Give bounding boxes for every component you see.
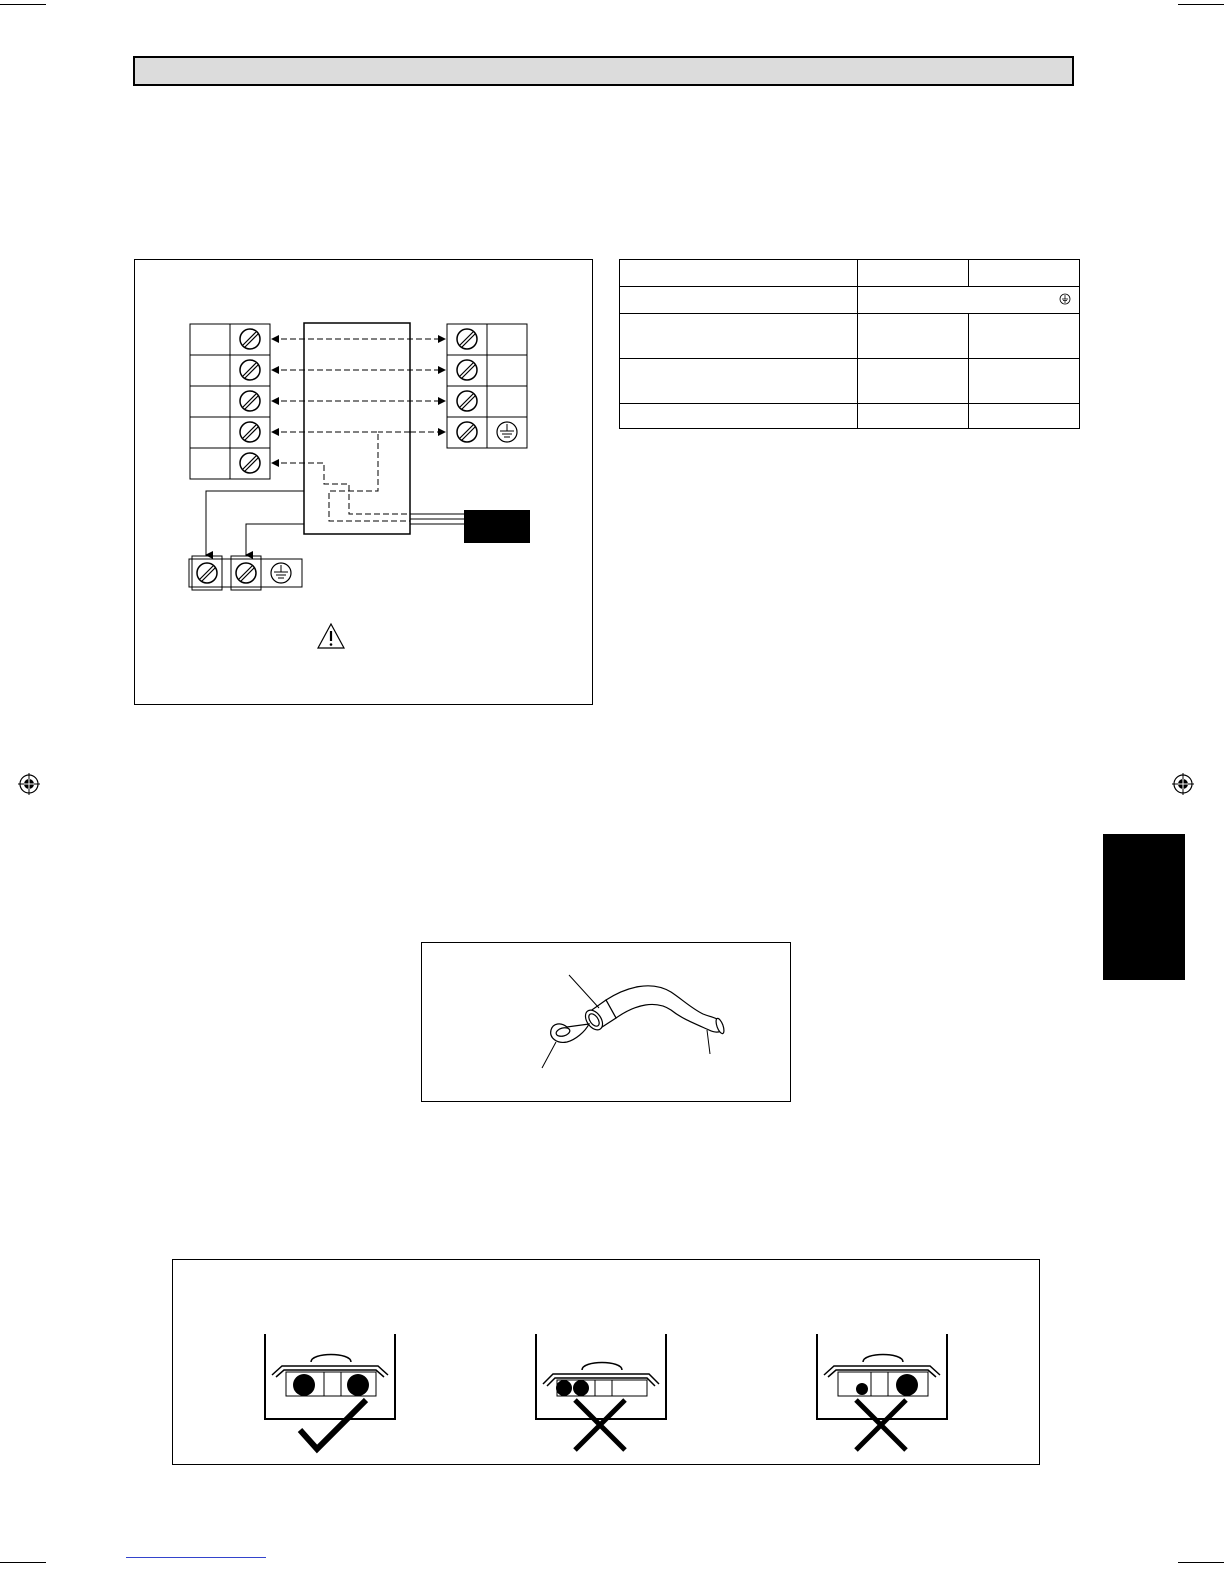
spec-table xyxy=(619,259,1080,429)
table-cell xyxy=(620,404,858,429)
section-header-bar xyxy=(133,56,1074,86)
cross-icon xyxy=(575,1400,625,1450)
table-cell xyxy=(620,359,858,404)
black-box-component xyxy=(464,510,530,543)
screw-terminal-icon xyxy=(240,391,260,411)
screw-terminal-icon xyxy=(457,329,477,349)
screw-terminal-icon xyxy=(240,422,260,442)
screw-terminal-icon xyxy=(240,360,260,380)
table-cell xyxy=(620,314,858,359)
table-row xyxy=(620,359,1080,404)
screw-terminal-icon xyxy=(236,563,256,583)
side-tab xyxy=(1103,834,1185,980)
table-cell xyxy=(858,314,969,359)
crimp-terminal-figure xyxy=(421,942,791,1102)
left-terminal-block xyxy=(190,324,270,479)
screw-terminal-icon xyxy=(457,391,477,411)
crop-mark-bottom-left xyxy=(0,1562,46,1563)
earth-ground-icon xyxy=(271,563,291,583)
footer-link-underline[interactable] xyxy=(126,1557,266,1558)
central-unit-box xyxy=(304,323,410,534)
screw-terminal-icon xyxy=(197,563,217,583)
crop-mark-bottom-right xyxy=(1178,1562,1224,1563)
screw-terminal-icon xyxy=(240,329,260,349)
table-cell xyxy=(620,260,858,287)
ring-terminal-icon xyxy=(551,1024,589,1043)
table-cell xyxy=(858,359,969,404)
table-cell xyxy=(858,404,969,429)
table-cell xyxy=(620,287,858,314)
table-row xyxy=(620,260,1080,287)
earth-ground-icon xyxy=(1059,293,1071,305)
crop-mark-top-left xyxy=(0,4,46,5)
registration-mark-right-icon xyxy=(1172,773,1194,795)
cable-icon xyxy=(606,986,726,1035)
table-cell xyxy=(969,260,1080,287)
warning-triangle-icon xyxy=(318,624,344,648)
bottom-terminal-block xyxy=(189,556,302,590)
table-cell xyxy=(858,260,969,287)
crop-mark-top-right xyxy=(1178,4,1224,5)
table-row xyxy=(620,287,1080,314)
screw-terminal-icon xyxy=(240,453,260,473)
leader-lines xyxy=(542,975,710,1068)
table-cell xyxy=(969,359,1080,404)
screw-terminal-icon xyxy=(457,360,477,380)
cross-icon xyxy=(856,1400,906,1450)
registration-mark-left-icon xyxy=(18,773,40,795)
right-terminal-block xyxy=(447,324,527,448)
correct-connection-example xyxy=(262,1332,402,1457)
incorrect-connection-example-2 xyxy=(814,1332,954,1457)
table-cell-merged xyxy=(858,287,1080,314)
earth-ground-icon xyxy=(497,422,517,442)
checkmark-icon xyxy=(300,1400,366,1449)
table-row xyxy=(620,314,1080,359)
table-cell xyxy=(969,404,1080,429)
table-cell xyxy=(969,314,1080,359)
screw-terminal-icon xyxy=(457,422,477,442)
table-row xyxy=(620,404,1080,429)
wiring-diagram xyxy=(134,259,593,705)
incorrect-connection-example-1 xyxy=(533,1332,673,1457)
